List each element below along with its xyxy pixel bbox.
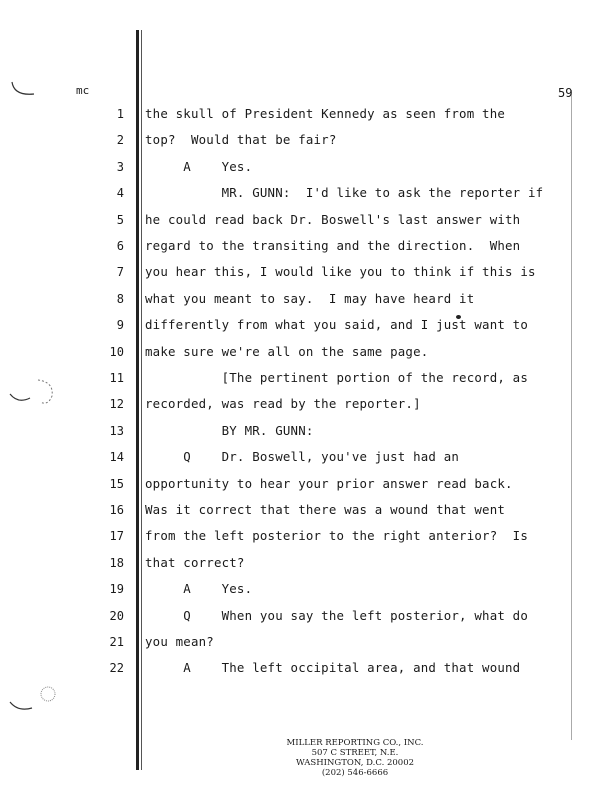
transcript-line: [0, 100, 560, 126]
footer-company-name: MILLER REPORTING CO., INC.: [286, 738, 424, 748]
line-text: A The left occipital area, and that wound: [145, 660, 521, 676]
right-margin-rule: [571, 90, 572, 740]
line-text: A Yes.: [145, 158, 253, 174]
line-number: 5: [116, 212, 124, 227]
line-text: from the left posterior to the right anterior? Is: [145, 528, 528, 544]
transcript-line: [0, 364, 560, 390]
transcript-line: [0, 654, 560, 680]
line-text: that correct?: [145, 554, 245, 570]
transcript-line: [0, 179, 560, 205]
transcript-line: [0, 390, 560, 416]
line-text: what you meant to say. I may have heard it: [145, 290, 475, 306]
transcript-line: [0, 549, 560, 575]
footer-city: WASHINGTON, D.C. 20002: [295, 758, 415, 768]
line-number: 7: [116, 265, 124, 280]
reporting-company-footer: [240, 738, 470, 778]
line-number: 1: [116, 107, 124, 121]
transcript-line: [0, 496, 560, 522]
line-number: 6: [116, 239, 124, 253]
line-number: 9: [116, 318, 124, 333]
line-text: top? Would that be fair?: [145, 132, 337, 148]
line-text: make sure we're all on the same page.: [145, 343, 429, 359]
transcript-line: [0, 522, 560, 548]
line-text: he could read back Dr. Boswell's last answer with: [145, 211, 521, 227]
line-text: opportunity to hear your prior answer read back.: [145, 475, 513, 491]
line-text: Was it correct that there was a wound that went: [145, 502, 506, 517]
transcript-line: [0, 232, 560, 258]
line-number: 16: [109, 503, 124, 517]
line-number: 4: [116, 186, 124, 201]
transcript-line: [0, 258, 560, 284]
transcript-line: [0, 417, 560, 443]
line-number: 20: [109, 608, 124, 623]
line-text: Q When you say the left posterior, what do: [145, 607, 528, 623]
line-number: 22: [109, 661, 124, 676]
footer-phone: (202) 546-6666: [321, 768, 389, 778]
line-text: BY MR. GUNN:: [145, 422, 314, 438]
transcript-line: [0, 311, 560, 337]
line-number: 8: [116, 291, 124, 306]
line-number: 3: [116, 159, 124, 174]
transcript-line: [0, 153, 560, 179]
punch-hole-mark-top: [8, 78, 38, 102]
line-number: 13: [109, 423, 124, 438]
line-text: you mean?: [145, 634, 214, 649]
line-text: recorded, was read by the reporter.]: [145, 396, 421, 412]
punch-hole-mark-bottom: [8, 682, 58, 718]
transcript-line: [0, 206, 560, 232]
line-number: 18: [109, 555, 124, 570]
line-number: 2: [116, 133, 124, 148]
line-text: [The pertinent portion of the record, as: [145, 370, 528, 385]
line-number: 12: [109, 397, 124, 412]
line-text: the skull of President Kennedy as seen from the: [145, 106, 506, 121]
line-text: regard to the transiting and the direction. When: [145, 238, 521, 253]
line-text: differently from what you said, and I just want to: [145, 317, 528, 333]
transcript-line: [0, 470, 560, 496]
line-number: 11: [109, 371, 124, 385]
footer-street: 507 C STREET, N.E.: [311, 748, 399, 758]
line-number: 15: [109, 476, 124, 491]
transcript-line: [0, 126, 560, 152]
line-text: Q Dr. Boswell, you've just had an: [145, 449, 460, 465]
transcript-line: [0, 443, 560, 469]
transcript-line: [0, 575, 560, 601]
line-number: 10: [109, 344, 124, 359]
transcript-line: [0, 338, 560, 364]
transcript-line: [0, 285, 560, 311]
line-number: 19: [109, 582, 124, 597]
line-number: 17: [109, 529, 124, 544]
line-text: MR. GUNN: I'd like to ask the reporter if: [145, 185, 544, 201]
line-text: A Yes.: [145, 581, 253, 597]
reporter-initials: mc: [76, 84, 90, 97]
page-number: 59: [558, 86, 573, 100]
transcript-line: [0, 602, 560, 628]
line-number: 14: [109, 450, 124, 465]
line-text: you hear this, I would like you to think if this is: [145, 264, 536, 280]
line-number: 21: [109, 635, 124, 649]
transcript-line: [0, 628, 560, 654]
